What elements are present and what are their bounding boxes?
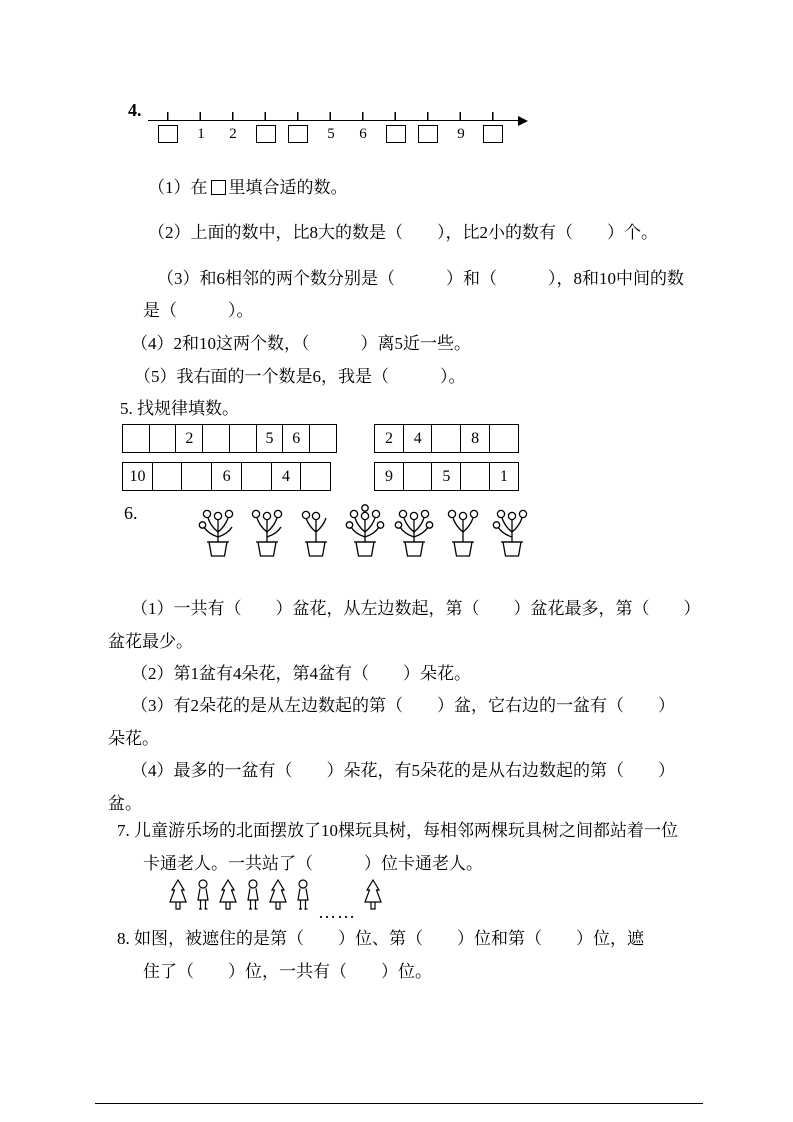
table-cell	[202, 424, 230, 453]
table-cell	[300, 462, 331, 491]
q6-sub1-line2: 盆花最少。	[108, 632, 193, 651]
numberline-slot-0	[156, 125, 180, 143]
table-cell	[309, 424, 337, 453]
cartoon-elder-icon	[245, 878, 261, 919]
numberline-slot-10	[481, 125, 505, 143]
numberline-label: 5	[327, 126, 335, 142]
answer-box	[386, 125, 406, 143]
table-cell	[241, 462, 272, 491]
numberline-slot-9	[449, 125, 473, 143]
table-cell: 4	[271, 462, 302, 491]
cartoon-elder-icon	[195, 878, 211, 919]
number-line-arrow-icon	[518, 116, 528, 126]
toy-tree-icon	[363, 878, 383, 919]
numberline-slot-7	[384, 125, 408, 143]
table-cell	[152, 462, 183, 491]
table-cell: 9	[374, 462, 404, 491]
table-cell: 8	[460, 424, 490, 453]
answer-box	[158, 125, 178, 143]
q8-line1: 8. 如图，被遮住的是第（ ）位、第（ ）位和第（ ）位，遮	[117, 929, 644, 948]
q8-line2: 住了（ ）位，一共有（ ）位。	[143, 962, 432, 981]
table-cell	[229, 424, 257, 453]
table-cell	[181, 462, 212, 491]
q5-table-row2-right	[374, 462, 519, 491]
inline-answer-box	[211, 180, 226, 195]
toy-tree-icon	[168, 878, 188, 919]
potted-flower-icon	[441, 500, 485, 565]
cartoon-elder-icon	[295, 878, 311, 919]
page-bottom-rule	[95, 1103, 703, 1104]
numberline-slot-3	[254, 125, 278, 143]
q4-sub3-line1: （3）和6相邻的两个数分别是（ ）和（ ），8和10中间的数	[157, 269, 684, 288]
q4-sub2-text: （2）上面的数中，比8大的数是（ ），比2小的数有（ ）个。	[148, 223, 658, 242]
q4-sub5-text: （5）我右面的一个数是6，我是（ ）。	[134, 367, 466, 386]
table-cell: 6	[282, 424, 310, 453]
table-cell: 10	[122, 462, 153, 491]
table-cell	[460, 462, 490, 491]
numberline-slot-1	[189, 125, 213, 143]
numberline-slot-4	[286, 125, 310, 143]
q6-sub2-text: （2）第1盆有4朵花，第4盆有（ ）朵花。	[131, 664, 471, 683]
table-cell: 1	[489, 462, 519, 491]
q6-number: 6.	[124, 503, 138, 523]
table-cell: 4	[403, 424, 433, 453]
potted-flower-icon	[294, 500, 338, 565]
flower-pots-figure	[196, 500, 534, 565]
numberline-slot-8	[416, 125, 440, 143]
table-cell	[403, 462, 433, 491]
potted-flower-icon	[196, 500, 240, 565]
q4-sub3-line2: 是（ ）。	[143, 301, 254, 320]
potted-flower-icon	[392, 500, 436, 565]
q5-title: 5. 找规律填数。	[120, 399, 239, 418]
numberline-slot-2	[221, 125, 245, 143]
table-cell: 2	[175, 424, 203, 453]
table-cell	[149, 424, 177, 453]
q5-table-row1-right	[374, 424, 519, 453]
numberline-label: 9	[457, 126, 465, 142]
q5-table-row1-left	[122, 424, 337, 453]
table-cell: 5	[256, 424, 284, 453]
trees-and-elders-figure	[168, 878, 383, 922]
q4-sub1-prefix: （1）在	[148, 178, 208, 197]
table-cell: 6	[211, 462, 242, 491]
table-cell: 2	[374, 424, 404, 453]
q4-sub1-text	[148, 176, 348, 201]
answer-box	[483, 125, 503, 143]
numberline-label: 6	[359, 126, 367, 142]
q4-sub4-text: （4）2和10这两个数，（ ）离5近一些。	[131, 334, 471, 353]
answer-box	[288, 125, 308, 143]
q7-line1: 7. 儿童游乐场的北面摆放了10棵玩具树，每相邻两棵玩具树之间都站着一位	[117, 821, 678, 840]
q6-sub3-line1: （3）有2朵花的是从左边数起的第（ ）盆，它右边的一盆有（ ）	[131, 696, 675, 715]
q6-sub3-line2: 朵花。	[108, 729, 159, 748]
q6-sub4-line2: 盆。	[108, 794, 142, 813]
q6-sub4-line1: （4）最多的一盆有（ ）朵花，有5朵花的是从右边数起的第（ ）	[131, 761, 675, 780]
table-cell	[431, 424, 461, 453]
toy-tree-icon	[218, 878, 238, 919]
q4-number: 4.	[128, 100, 142, 120]
q6-sub1-line1: （1）一共有（ ）盆花，从左边数起，第（ ）盆花最多，第（ ）	[131, 599, 701, 618]
numberline-slot-5	[319, 125, 343, 143]
table-cell	[122, 424, 150, 453]
numberline-label: 2	[229, 126, 237, 142]
q5-table-row2-left	[122, 462, 331, 491]
table-cell: 5	[431, 462, 461, 491]
toy-tree-icon	[268, 878, 288, 919]
ellipsis-dots: ……	[318, 902, 356, 922]
numberline-label: 1	[197, 126, 205, 142]
number-line-ticks	[167, 112, 495, 121]
table-cell	[489, 424, 519, 453]
q4-sub1-suffix: 里填合适的数。	[228, 178, 348, 197]
answer-box	[418, 125, 438, 143]
numberline-slot-6	[351, 125, 375, 143]
potted-flower-icon	[245, 500, 289, 565]
potted-flower-icon	[490, 500, 534, 565]
potted-flower-icon	[343, 500, 387, 565]
q7-line2: 卡通老人。一共站了（ ）位卡通老人。	[143, 854, 483, 873]
answer-box	[256, 125, 276, 143]
